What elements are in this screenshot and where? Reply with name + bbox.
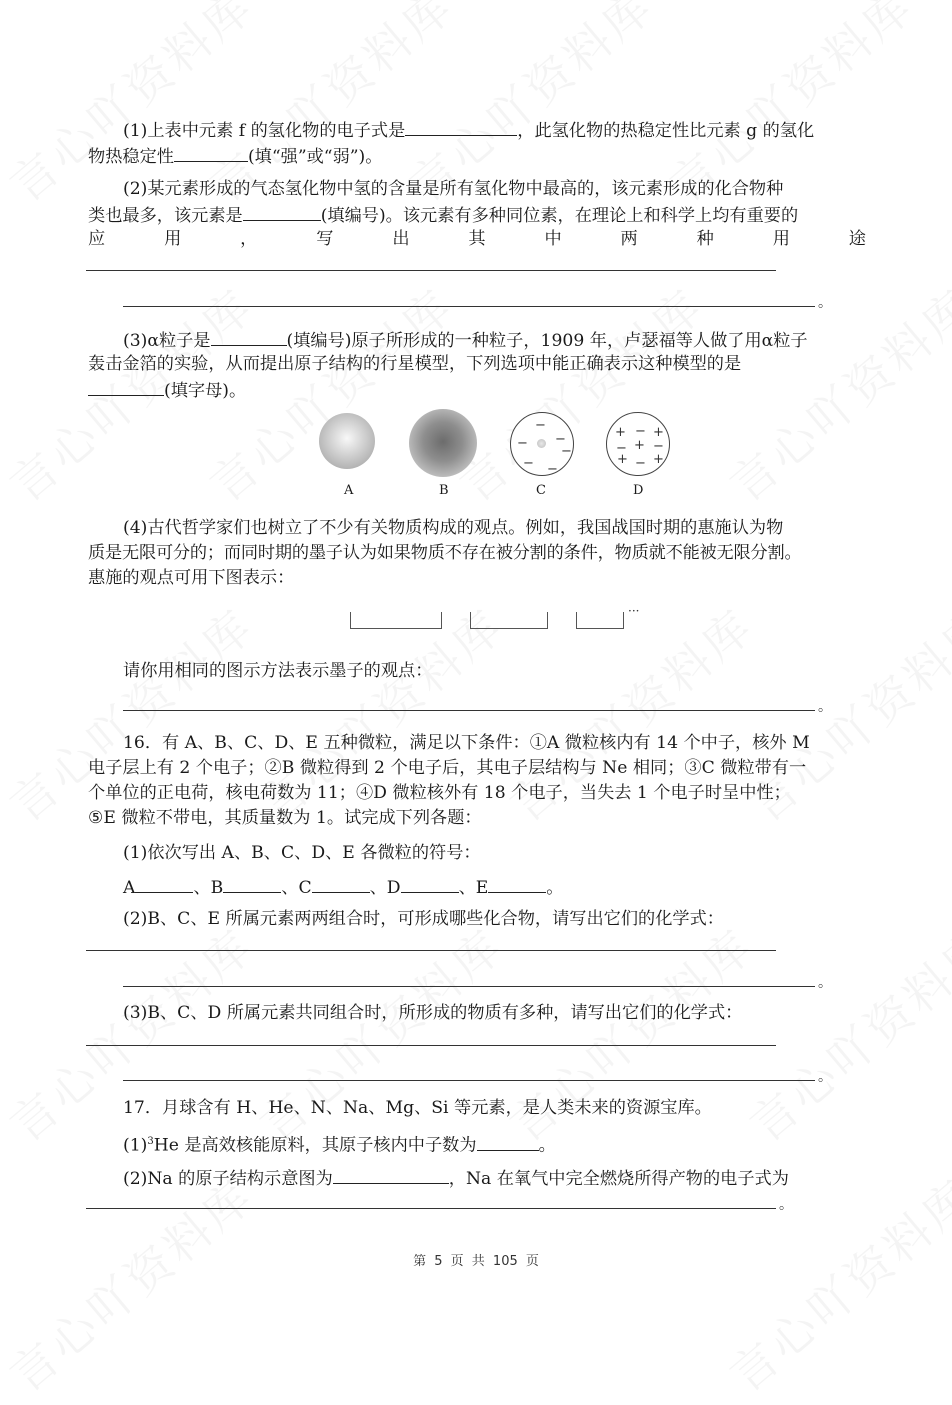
q15-part2-line3 [88, 227, 866, 251]
division-segment-3 [576, 612, 624, 629]
watermark [0, 1161, 266, 1404]
minus-sign: − [555, 432, 566, 447]
answer-line[interactable] [86, 1208, 776, 1209]
minus-sign: − [535, 418, 546, 433]
plus-sign: + [617, 452, 628, 467]
q15-part3-line3 [88, 377, 866, 403]
minus-sign: − [517, 436, 528, 451]
nucleus-icon [537, 439, 546, 448]
watermark [714, 1161, 952, 1404]
question-text: (填编号)。该元素有多种同位素，在理论上和科学上均有重要的 [320, 206, 799, 226]
plus-sign: + [653, 452, 664, 467]
char: 用 [772, 229, 790, 249]
answer-blank-d[interactable] [401, 874, 459, 893]
q15-part3-line2: 轰击金箔的实验，从而提出原子结构的行星模型，下列选项中能正确表示这种模型的是 [88, 354, 742, 374]
minus-sign: − [561, 444, 572, 459]
q15-part1-line2 [88, 143, 866, 169]
division-segment-1 [350, 612, 442, 629]
question-text: ，Na 在氧气中完全燃烧所得产物的电子式为 [448, 1169, 789, 1189]
answer-blank[interactable] [477, 1132, 539, 1151]
ellipsis: ··· [628, 604, 640, 618]
q16-part1: (1)依次写出 A、B、C、D、E 各微粒的符号： [123, 843, 481, 863]
q15-part1-line1 [123, 117, 866, 143]
answer-blank[interactable] [243, 202, 321, 221]
model-b-cloud-sphere [409, 409, 477, 477]
answer-blank[interactable] [174, 143, 248, 162]
period-mark: 。 [538, 1135, 556, 1156]
question-text: (填字母)。 [164, 381, 247, 401]
minus-sign: − [635, 456, 646, 471]
question-text: (2)Na 的原子结构示意图为 [123, 1169, 333, 1189]
mass-number: 3 [147, 1136, 154, 1147]
q16-line1: 16．有 A、B、C、D、E 五种微粒，满足以下条件：①A 微粒核内有 14 个中子，核外 M [123, 733, 810, 753]
char: ， [240, 229, 258, 249]
char: 途 [848, 229, 866, 249]
answer-blank[interactable] [405, 117, 517, 136]
answer-blank-e[interactable] [488, 874, 546, 893]
answer-line[interactable] [86, 1045, 776, 1046]
plus-sign: + [615, 425, 626, 440]
period-mark: 。 [818, 295, 832, 311]
q15-part2-line1: (2)某元素形成的气态氢化物中氢的含量是所有氢化物中最高的，该元素形成的化合物种 [123, 179, 784, 199]
answer-blank[interactable] [333, 1165, 449, 1184]
label-b: 、B [193, 878, 224, 898]
question-text: (填编号)原子所形成的一种粒子，1909 年，卢瑟福等人做了用α粒子 [286, 331, 808, 351]
question-text: (1) [123, 1135, 148, 1156]
q16-symbols-line [123, 874, 866, 900]
q17-part2 [123, 1165, 866, 1191]
q17-part1 [123, 1130, 866, 1158]
answer-line[interactable] [123, 1080, 815, 1081]
answer-blank-a[interactable] [135, 874, 193, 893]
label-e: 、E [458, 878, 489, 898]
q15-part4-line2: 质是无限可分的；而同时期的墨子认为如果物质不存在被分割的条件，物质就不能被无限分割。 [88, 543, 802, 563]
plus-sign: + [634, 438, 645, 453]
char: 用 [164, 229, 182, 249]
answer-line[interactable] [86, 950, 776, 951]
char: 应 [88, 229, 106, 249]
plus-sign: + [653, 425, 664, 440]
division-segment-2 [470, 612, 548, 629]
answer-blank-b[interactable] [223, 874, 281, 893]
answer-blank[interactable] [88, 377, 164, 396]
char: 写 [316, 229, 334, 249]
model-label-d: D [633, 483, 644, 498]
model-c-nuclear-atom [510, 412, 574, 476]
answer-blank-c[interactable] [312, 874, 370, 893]
period-mark: 。 [818, 699, 832, 715]
period-mark: 。 [546, 878, 564, 898]
period-mark: 。 [818, 975, 832, 991]
answer-line[interactable] [123, 986, 815, 987]
q16-line4: ⑤E 微粒不带电，其质量数为 1。试完成下列各题： [88, 808, 482, 828]
model-d-plum-pudding [606, 412, 670, 476]
q15-part4-line3: 惠施的观点可用下图表示： [88, 568, 295, 588]
period-mark: 。 [818, 1069, 832, 1085]
q15-part4-line1: (4)古代哲学家们也树立了不少有关物质构成的观点。例如，我国战国时期的惠施认为物 [123, 518, 784, 538]
q15-part2-line2 [88, 202, 866, 228]
answer-blank[interactable] [211, 327, 287, 346]
char: 其 [468, 229, 486, 249]
model-a-solid-sphere [319, 413, 375, 469]
minus-sign: − [635, 424, 646, 439]
minus-sign: − [653, 439, 664, 454]
model-label-b: B [439, 483, 449, 498]
period-mark: 。 [779, 1197, 793, 1213]
char: 两 [620, 229, 638, 249]
atom-models-figure [300, 405, 690, 505]
answer-line[interactable] [86, 270, 776, 271]
answer-line[interactable] [123, 306, 815, 307]
minus-sign: − [523, 456, 534, 471]
char: 种 [696, 229, 714, 249]
q16-line3: 个单位的正电荷，核电荷数为 11；④D 微粒核外有 18 个电子，当失去 1 个电子时呈中性； [88, 783, 791, 803]
question-text: (3)α粒子是 [123, 331, 211, 351]
q16-line2: 电子层上有 2 个电子；②B 微粒得到 2 个电子后，其电子层结构与 Ne 相同；③C 微粒带有一 [88, 758, 807, 778]
q17-line1: 17．月球含有 H、He、N、Na、Mg、Si 等元素，是人类未来的资源宝库。 [123, 1098, 712, 1118]
minus-sign: − [616, 441, 627, 456]
char: 出 [392, 229, 410, 249]
q15-part3-line1 [123, 327, 866, 353]
label-c: 、C [281, 878, 312, 898]
page-footer: 第 5 页 共 105 页 [413, 1254, 539, 1269]
label-d: 、D [369, 878, 401, 898]
char: 中 [544, 229, 562, 249]
question-text: He 是高效核能原料，其原子核内中子数为 [153, 1135, 477, 1156]
question-text: (1)上表中元素 f 的氢化物的电子式是 [123, 121, 406, 141]
question-text: ，此氢化物的热稳定性比元素 g 的氢化 [517, 121, 815, 141]
question-text: (填“强”或“弱”)。 [247, 147, 383, 167]
q16-part2: (2)B、C、E 所属元素两两组合时，可形成哪些化合物，请写出它们的化学式： [123, 909, 724, 929]
model-label-a: A [344, 483, 354, 498]
minus-sign: − [547, 462, 558, 477]
q15-part4-line4: 请你用相同的图示方法表示墨子的观点： [123, 661, 433, 681]
q16-part3: (3)B、C、D 所属元素共同组合时，所形成的物质有多种，请写出它们的化学式： [123, 1003, 743, 1023]
label-a: A [123, 878, 136, 898]
model-label-c: C [536, 483, 546, 498]
answer-line[interactable] [123, 710, 815, 711]
question-text: 类也最多，该元素是 [88, 206, 243, 226]
question-text: 物热稳定性 [88, 147, 174, 167]
